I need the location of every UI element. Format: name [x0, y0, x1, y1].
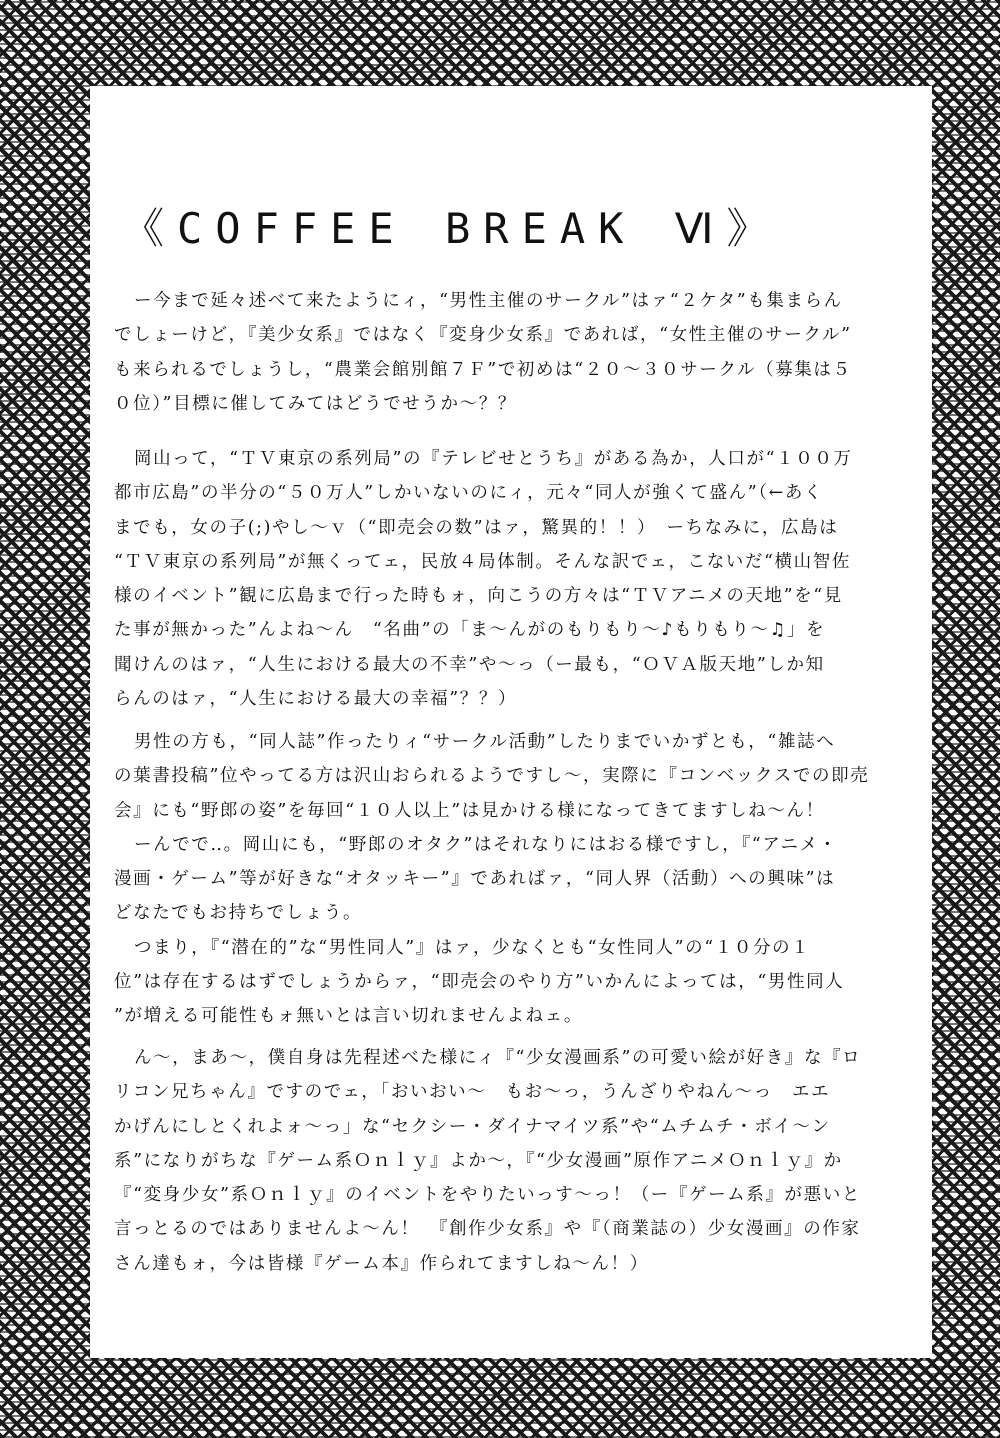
text-line: どなたでもお持ちでしょう。	[114, 903, 363, 924]
text-line: た事が無かった”んよね～ん “名曲”の「ま～んがのもりもり～♪もりもり～♫」を	[114, 620, 826, 641]
paragraph-3	[114, 725, 900, 1034]
text-line: も来られるでしょうし，“農業会館別館７Ｆ”で初めは“２０～３０サークル（募集は５	[114, 359, 852, 380]
text-line: さん達もォ，今は皆様『ゲーム本』作られてますしね～ん！）	[114, 1253, 649, 1274]
text-line: 位”は存在するはずでしょうからァ，“即売会のやり方”いかんによっては，“男性同人	[114, 972, 845, 993]
text-line: ん～，まあ～，僕自身は先程述べた様にィ『“少女漫画系”の可愛い絵が好き』な『ロ	[134, 1048, 862, 1068]
text-line: 言っとるのではありませんよ～ん！ 『創作少女系』や『（商業誌の）少女漫画』の作家	[114, 1219, 861, 1240]
text-line: 岡山って，“ＴＶ東京の系列局”の『テレビせとうち』がある為か，人口が“１００万	[134, 449, 853, 469]
text-line: ０位）”目標に催してみてはどうでせうか～？？	[114, 393, 517, 414]
text-line: 男性の方も，“同人誌”作ったりィ“サークル活動”したりまでいかずとも，“雑誌へ	[134, 732, 836, 752]
text-line: 系”になりがちな『ゲーム系Ｏｎｌｙ』よか～，『“少女漫画”原作アニメＯｎｌｙ』か	[114, 1150, 843, 1171]
text-line: でしょーけど，『美少女系』ではなく『変身少女系』であれば，“女性主催のサークル”	[114, 325, 852, 346]
text-line: 都市広島”の半分の“５０万人”しかいないのにィ，元々“同人が強くて盛ん”（←あく	[114, 483, 824, 504]
text-line: 会』にも“野郎の姿”を毎回“１０人以上”は見かける様になってきてますしね～ん！	[114, 800, 825, 821]
text-line: “ＴＶ東京の系列局”が無くってェ，民放４局体制。そんな訳でェ，こないだ“横山智佐	[114, 551, 851, 572]
text-line: の葉書投稿”位やってる方は沢山おられるようですし～，実際に『コンベックスでの即売	[114, 766, 870, 787]
text-line: 『“変身少女”系Ｏｎｌｙ』のイベントをやりたいっす～っ！（ー『ゲーム系』が悪いと	[114, 1185, 861, 1206]
paragraph-1	[114, 284, 900, 421]
text-line: ”が増える可能性もォ無いとは言い切れませんよねェ。	[114, 1006, 583, 1027]
text-line: 漫画・ゲーム”等が好きな“オタッキー”』であればァ，“同人界（活動）への興味”は	[114, 869, 836, 890]
text-line: までも，女の子(;)やし～ｖ（“即売会の数”はァ，驚異的！！） ーちなみに，広島は	[114, 517, 839, 538]
paragraph-4	[114, 1041, 900, 1281]
text-line: 聞けんのはァ，“人生における最大の不幸”や～っ（ー最も，“ＯＶＡ版天地”しか知	[114, 654, 825, 675]
text-line: つまり，『“潜在的”な“男性同人”』はァ，少なくとも“女性同人”の“１０分の１	[134, 937, 811, 958]
page-title: 《COFFEE BREAK Ⅵ》	[122, 204, 782, 253]
text-line: リコン兄ちゃん』ですのでェ，「おいおい～ もお～っ，うんざりやねん～っ エエ	[114, 1082, 831, 1103]
text-line: ーんでで‥。岡山にも，“野郎のオタク”はそれなりにはおる様ですし，『“アニメ・	[134, 834, 838, 855]
text-line: 様のイベント”観に広島まで行った時もォ，向こうの方々は“ＴＶアニメの天地”を“見	[114, 586, 843, 607]
text-line: かげんにしとくれよォ～っ」な“セクシー・ダイナマイツ系”や“ムチムチ・ボイ～ン	[114, 1116, 831, 1137]
text-line: ー今まで延々述べて来たようにィ，“男性主催のサークル”はァ“２ケタ”も集まらん	[134, 291, 843, 311]
paragraph-2	[114, 442, 900, 716]
text-line: らんのはァ，“人生における最大の幸福”？？）	[114, 689, 518, 710]
